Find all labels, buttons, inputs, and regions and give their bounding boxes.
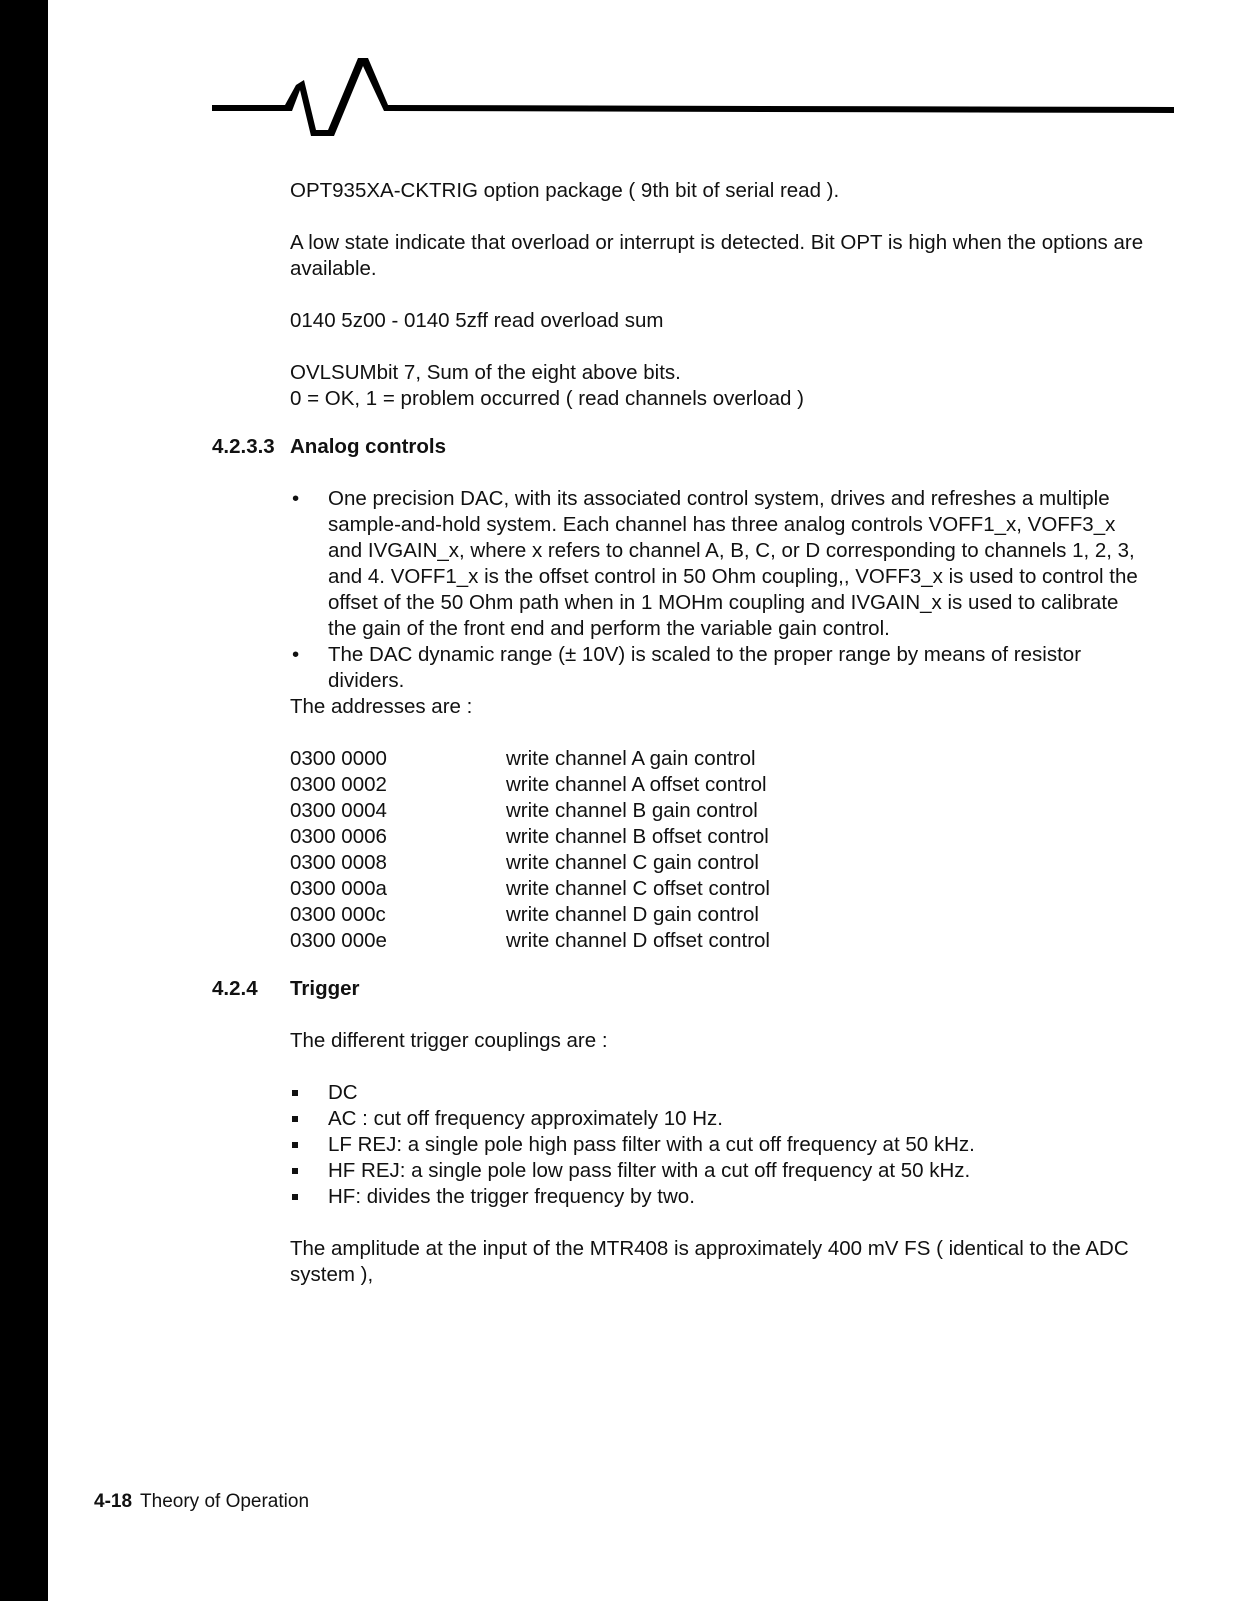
low-state-paragraph: A low state indicate that overload or interrupt is detected. Bit OPT is high when the options are available. [290,231,1144,280]
table-row [290,902,770,928]
address-table [290,746,770,954]
bullet-icon: • [292,487,300,510]
address-cell: 0300 0000 [290,747,387,770]
trigger-intro: The different trigger couplings are : [290,1029,608,1052]
list-item-text: The DAC dynamic range (± 10V) is scaled to the proper range by means of resistor dividers. [328,643,1082,692]
page-number: 4-18 [94,1491,133,1512]
list-item-text: HF REJ: a single pole low pass filter with a cut off frequency at 50 kHz. [328,1159,971,1182]
page-footer [94,1490,309,1514]
section-title: Analog controls [290,435,447,458]
address-cell: 0300 0006 [290,825,387,848]
table-row [290,876,770,902]
section-heading-trigger [212,976,1152,1002]
section-heading-analog-controls [212,434,1152,460]
table-row [290,824,770,850]
ovlsum-line-2: 0 = OK, 1 = problem occurred ( read channels overload ) [290,387,804,410]
address-cell: 0300 000e [290,929,387,952]
list-item [290,1106,1152,1132]
section-title: Trigger [290,977,360,1000]
list-item [290,642,1152,694]
address-cell: 0300 0004 [290,799,387,822]
ovlsum-paragraph [290,360,1152,412]
table-row [290,798,770,824]
amplitude-paragraph: The amplitude at the input of the MTR408 is approximately 400 mV FS ( identical to the ADC system ), [290,1237,1129,1286]
square-bullet-icon [292,1168,298,1174]
table-row [290,850,770,876]
option-package-paragraph: OPT935XA-CKTRIG option package ( 9th bit of serial read ). [290,179,840,202]
address-cell: 0300 000c [290,903,386,926]
address-cell: 0300 0002 [290,773,387,796]
analog-controls-bullets [290,486,1152,694]
description-cell: write channel D gain control [506,903,759,926]
footer-title: Theory of Operation [140,1491,310,1512]
description-cell: write channel B offset control [506,825,769,848]
binding-edge-bar [0,0,48,1601]
section-number: 4.2.4 [212,977,258,1000]
overload-address-paragraph: 0140 5z00 - 0140 5zff read overload sum [290,309,664,332]
square-bullet-icon [292,1116,298,1122]
list-item-text: DC [328,1081,358,1104]
list-item-text: AC : cut off frequency approximately 10 Hz. [328,1107,724,1130]
list-item-text: LF REJ: a single pole high pass filter with a cut off frequency at 50 kHz. [328,1133,975,1156]
ovlsum-line-1: OVLSUMbit 7, Sum of the eight above bits. [290,361,681,384]
description-cell: write channel C gain control [506,851,759,874]
waveform-logo [212,52,1212,162]
list-item-text: One precision DAC, with its associated control system, drives and refreshes a multiple sample-and-hold system. Each channel has three analog controls VOFF1_x, VOFF3_x and IVGAIN_x, where x refers to channel A, B, C, or D corresponding to channels 1, 2, 3, and 4. VOFF1_x is the offset control in 50 Ohm coupling,, VOFF3_x is used to control the offset of the 50 Ohm path when in 1 MOHm coupling and IVGAIN_x is used to calibrate the gain of the front end and perform the variable gain control. [328,487,1138,640]
trigger-couplings-list [290,1080,1152,1210]
description-cell: write channel A gain control [506,747,756,770]
document-body [212,178,1152,1288]
square-bullet-icon [292,1090,298,1096]
list-item [290,1080,1152,1106]
address-cell: 0300 000a [290,877,387,900]
addresses-intro: The addresses are : [290,695,473,718]
list-item-text: HF: divides the trigger frequency by two. [328,1185,695,1208]
bullet-icon: • [292,643,300,666]
description-cell: write channel A offset control [506,773,767,796]
address-cell: 0300 0008 [290,851,387,874]
list-item [290,1158,1152,1184]
description-cell: write channel C offset control [506,877,770,900]
list-item [290,486,1152,642]
list-item [290,1184,1152,1210]
list-item [290,1132,1152,1158]
description-cell: write channel B gain control [506,799,758,822]
table-row [290,746,770,772]
square-bullet-icon [292,1142,298,1148]
table-row [290,772,770,798]
table-row [290,928,770,954]
description-cell: write channel D offset control [506,929,770,952]
section-number: 4.2.3.3 [212,435,275,458]
square-bullet-icon [292,1194,298,1200]
